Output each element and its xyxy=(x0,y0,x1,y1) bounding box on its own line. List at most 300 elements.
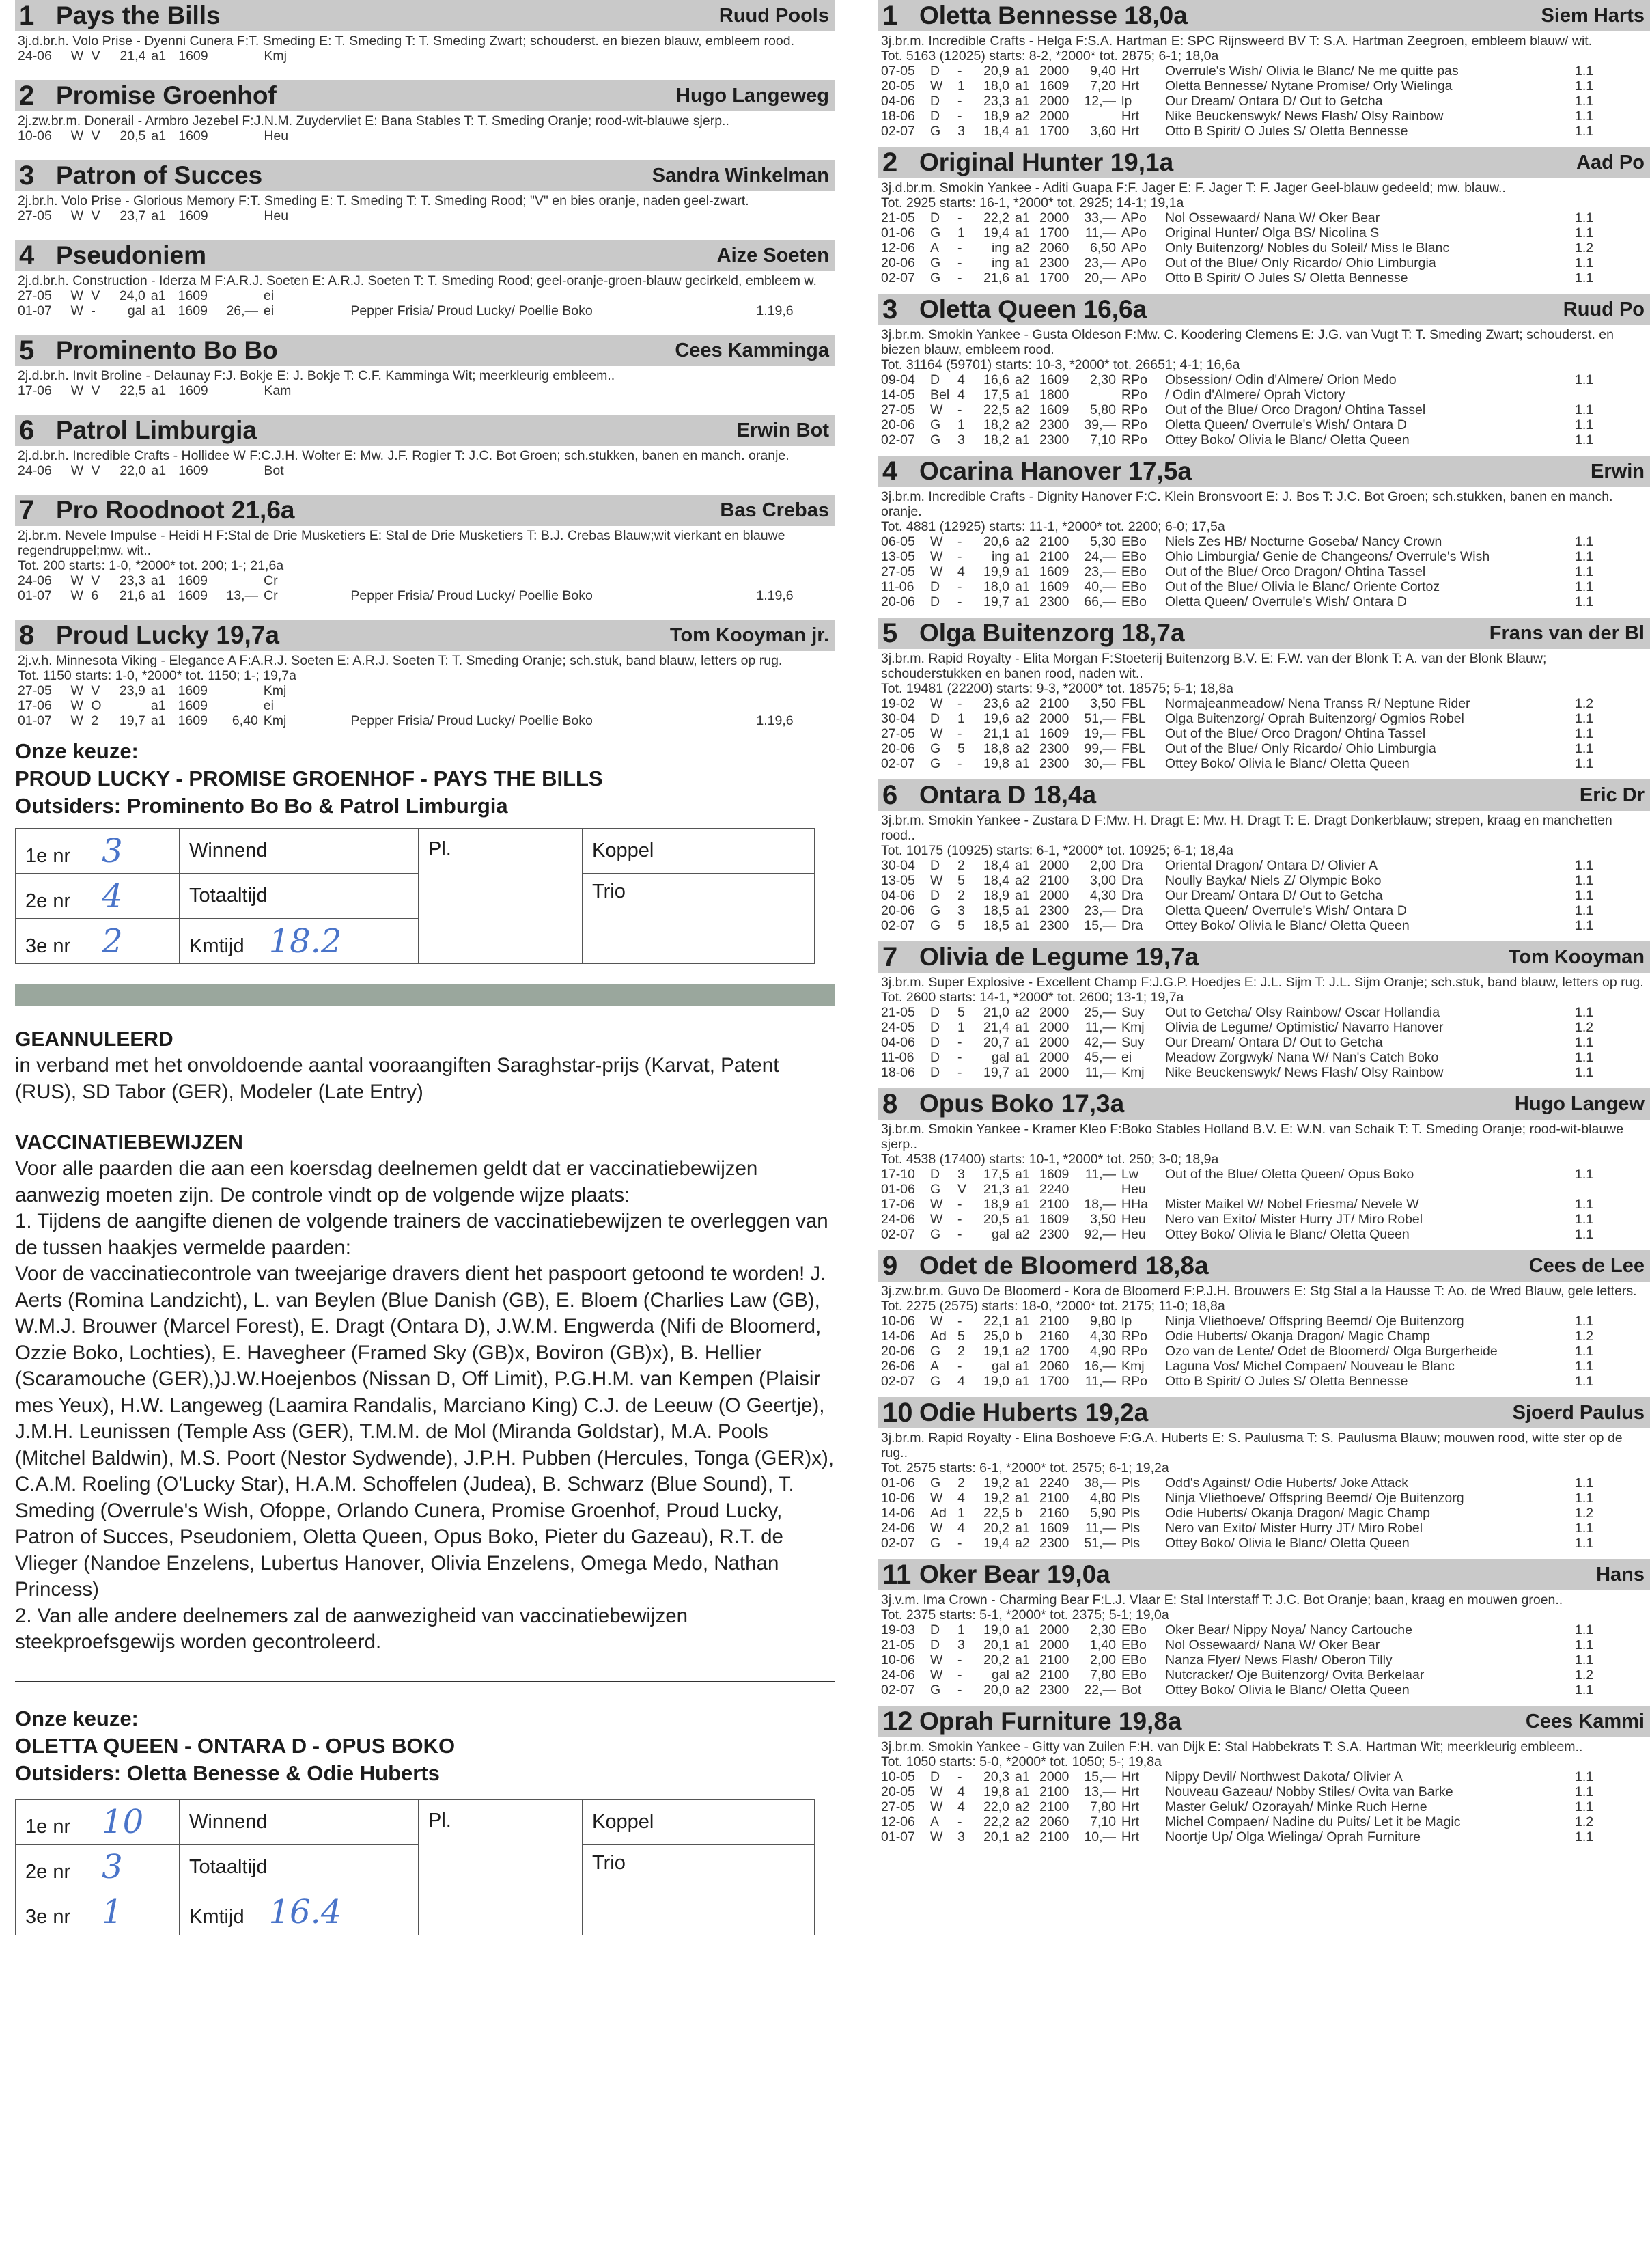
result-cell: b xyxy=(1015,1506,1022,1521)
result-row xyxy=(878,1314,1599,1329)
results-table xyxy=(15,383,835,398)
result-cell: W xyxy=(70,713,83,728)
result-cell: 2000 xyxy=(1039,1020,1069,1035)
result-cell xyxy=(714,573,754,588)
trio-cell[interactable]: Trio xyxy=(583,874,815,964)
entry-header xyxy=(878,618,1650,649)
result-cell: a1 xyxy=(1015,387,1030,402)
koppel-cell[interactable]: Koppel xyxy=(583,829,815,874)
bet-cell[interactable]: Totaaltijd xyxy=(180,1844,419,1890)
result-cell: 18,9 xyxy=(983,1197,1009,1212)
result-cell: 22,5 xyxy=(983,402,1009,417)
result-cell: a1 xyxy=(1015,1050,1030,1065)
result-cell: Our Dream/ Ontara D/ Out to Getcha xyxy=(1165,1035,1383,1050)
result-cell: W xyxy=(70,463,84,478)
result-row xyxy=(15,713,835,728)
result-cell: V xyxy=(91,288,100,303)
horse-entry xyxy=(878,618,1650,771)
result-cell: a1 xyxy=(1015,255,1030,271)
result-cell: 2000 xyxy=(1039,109,1069,124)
result-cell: ing xyxy=(991,549,1009,564)
horse-entry xyxy=(878,779,1650,933)
result-cell: 2240 xyxy=(1039,1476,1069,1491)
driver-name: Ruud Po xyxy=(1563,298,1645,320)
result-row xyxy=(878,564,1599,579)
result-row xyxy=(878,873,1599,888)
result-cell: 1609 xyxy=(178,683,208,698)
horse-totals: Tot. 5163 (12025) starts: 8-2, *2000* tot. 2875; 6-1; 18,0a xyxy=(881,49,1219,64)
result-cell: a1 xyxy=(1015,1521,1030,1536)
horse-entry xyxy=(878,1397,1650,1551)
result-cell: 19-02 xyxy=(881,696,915,711)
result-cell: 1 xyxy=(957,711,965,726)
result-cell: 1.1 xyxy=(1575,79,1594,94)
result-cell: - xyxy=(957,94,962,109)
result-cell: 11,— xyxy=(1085,1020,1116,1035)
result-cell: W xyxy=(70,128,84,143)
result-cell: 22,1 xyxy=(983,1314,1009,1329)
result-cell: W xyxy=(930,873,943,888)
result-cell: Nol Ossewaard/ Nana W/ Oker Bear xyxy=(1165,1637,1380,1652)
result-row xyxy=(878,1652,1599,1668)
driver-name: Hans xyxy=(1596,1563,1645,1586)
result-cell xyxy=(713,463,753,478)
result-cell: a1 xyxy=(150,303,166,318)
result-cell: W xyxy=(70,49,84,64)
result-cell: 1.1 xyxy=(1575,1374,1594,1389)
result-cell: EBo xyxy=(1121,549,1147,564)
result-cell: 20,— xyxy=(1084,271,1116,286)
result-row xyxy=(878,124,1599,139)
result-cell: 20,2 xyxy=(983,1652,1009,1668)
bet-cell[interactable]: Winnend xyxy=(180,829,419,874)
result-cell: 1700 xyxy=(1039,1344,1069,1359)
result-cell: APo xyxy=(1121,225,1147,240)
result-cell xyxy=(713,383,753,398)
result-cell: 24-05 xyxy=(881,1020,915,1035)
result-cell: W xyxy=(930,564,943,579)
result-cell: Olivia de Legume/ Optimistic/ Navarro Hanover xyxy=(1165,1020,1444,1035)
result-cell: EBo xyxy=(1121,579,1147,594)
result-row xyxy=(878,1814,1599,1829)
result-cell: 2300 xyxy=(1039,1536,1069,1551)
section-divider-bar xyxy=(15,984,835,1006)
results-table xyxy=(878,858,1599,933)
result-cell: 13,— xyxy=(1084,1784,1116,1799)
result-cell: Kam xyxy=(264,383,292,398)
result-cell: 4 xyxy=(957,1784,965,1799)
result-cell: Ohio Limburgia/ Genie de Changeons/ Overrule's Wish xyxy=(1165,549,1490,564)
result-cell: A xyxy=(930,1359,940,1374)
cancelled-text: in verband met het onvoldoende aantal vooraangiften Saraghstar-prijs (Karvat, Patent (RUS), SD Tabor (GER), Modeler (Late Entry) xyxy=(15,1054,779,1103)
result-cell: a1 xyxy=(1015,210,1030,225)
result-cell: 2100 xyxy=(1039,1829,1069,1844)
result-cell: 11,— xyxy=(1085,1521,1116,1536)
result-cell: 2100 xyxy=(1039,1784,1069,1799)
result-cell: 1609 xyxy=(178,588,208,603)
result-cell: D xyxy=(930,594,940,609)
result-cell: 2100 xyxy=(1039,534,1069,549)
driver-name: Cees Kamminga xyxy=(675,339,829,361)
result-cell: APo xyxy=(1121,240,1147,255)
result-cell: 2000 xyxy=(1039,210,1069,225)
result-cell: 19,1 xyxy=(983,1344,1009,1359)
result-cell: D xyxy=(930,1005,940,1020)
horse-pedigree: 3j.br.m. Incredible Crafts - Helga F:S.A. Hartman E: SPC Rijnsweerd BV T: S.A. Hartman Zeegroen, embleem blauw/ wit. xyxy=(881,33,1593,49)
result-cell: 02-07 xyxy=(881,1683,915,1698)
result-cell: - xyxy=(957,1212,962,1227)
result-cell: Pepper Frisia/ Proud Lucky/ Poellie Boko xyxy=(350,713,593,728)
result-row xyxy=(878,1506,1599,1521)
result-row xyxy=(878,903,1599,918)
result-cell xyxy=(753,698,835,713)
result-cell: 13-05 xyxy=(881,549,915,564)
result-cell: 2100 xyxy=(1039,1799,1069,1814)
result-cell: Our Dream/ Ontara D/ Out to Getcha xyxy=(1165,888,1383,903)
horse-entry xyxy=(878,1706,1650,1844)
result-cell xyxy=(348,288,713,303)
result-cell: 1 xyxy=(957,1020,965,1035)
entry-header xyxy=(878,1706,1650,1737)
result-cell: a2 xyxy=(1015,873,1030,888)
driver-name: Aize Soeten xyxy=(716,244,829,266)
result-cell: 2060 xyxy=(1039,240,1069,255)
result-cell: D xyxy=(930,1020,940,1035)
result-cell: a2 xyxy=(1015,109,1030,124)
result-cell: 24-06 xyxy=(881,1521,915,1536)
result-cell: W xyxy=(930,1212,943,1227)
result-cell: 3,00 xyxy=(1090,873,1116,888)
result-row xyxy=(878,741,1599,756)
result-cell: 18,4 xyxy=(983,873,1009,888)
horse-name: Odet de Bloomerd 18,8a xyxy=(919,1251,1209,1280)
result-cell xyxy=(714,288,754,303)
result-cell: 4,30 xyxy=(1090,1329,1116,1344)
result-cell: G xyxy=(930,756,941,771)
result-cell: D xyxy=(930,1050,940,1065)
bet-cell[interactable]: Totaaltijd xyxy=(180,874,419,919)
result-cell: Nutcracker/ Oje Buitenzorg/ Ovita Berkelaar xyxy=(1165,1668,1425,1683)
entry-number: 8 xyxy=(19,620,35,650)
horse-totals: Tot. 2925 starts: 16-1, *2000* tot. 2925; 14-1; 19,1a xyxy=(881,195,1184,210)
result-cell: 02-07 xyxy=(881,124,915,139)
handwritten-number: 1 xyxy=(102,1893,123,1931)
result-row xyxy=(878,417,1599,432)
results-table xyxy=(15,49,835,64)
result-cell: 2000 xyxy=(1039,1065,1069,1080)
result-cell: 19,9 xyxy=(983,564,1009,579)
bet-cell[interactable]: Kmtijd 16.4 xyxy=(180,1890,419,1935)
result-cell: 1.1 xyxy=(1575,255,1594,271)
result-cell: 1 xyxy=(957,79,965,94)
result-cell: 39,— xyxy=(1084,417,1116,432)
result-cell: a1 xyxy=(1015,594,1030,609)
horse-pedigree: 2j.d.br.h. Construction - Iderza M F:A.R.J. Soeten E: A.R.J. Soeten T: T. Smeding Rood; geel-oranje-groen-blauw gecirkeld, embleem w. xyxy=(18,273,817,288)
result-cell: 24-06 xyxy=(18,49,52,64)
result-row xyxy=(878,1683,1599,1698)
koppel-cell[interactable]: Koppel xyxy=(583,1799,815,1844)
result-cell: - xyxy=(957,579,962,594)
result-cell: 19,— xyxy=(1084,726,1116,741)
horse-name: Original Hunter 19,1a xyxy=(919,148,1174,176)
result-cell: 38,— xyxy=(1084,1476,1116,1491)
result-cell: - xyxy=(957,1683,962,1698)
result-cell: 2000 xyxy=(1039,888,1069,903)
result-cell: 20,2 xyxy=(983,1521,1009,1536)
result-cell: Olga Buitenzorg/ Oprah Buitenzorg/ Ogmios Robel xyxy=(1165,711,1464,726)
result-cell: lp xyxy=(1121,94,1132,109)
result-cell: 1.1 xyxy=(1575,1476,1594,1491)
result-cell: Meadow Zorgwyk/ Nana W/ Nan's Catch Boko xyxy=(1165,1050,1439,1065)
result-cell: 18,4 xyxy=(983,858,1009,873)
entry-header xyxy=(15,620,835,651)
horse-name: Pays the Bills xyxy=(56,1,221,29)
result-cell: 7,20 xyxy=(1090,79,1116,94)
result-cell: b xyxy=(1015,1329,1022,1344)
result-cell: Kmj xyxy=(263,713,287,728)
result-cell: G xyxy=(930,918,941,933)
result-cell: 30,— xyxy=(1084,756,1116,771)
result-cell: D xyxy=(930,1065,940,1080)
result-cell xyxy=(218,208,261,223)
result-cell: Ottey Boko/ Olivia le Blanc/ Oletta Queen xyxy=(1165,918,1410,933)
result-cell: Ad xyxy=(930,1329,947,1344)
result-row xyxy=(878,64,1599,79)
entry-number: 4 xyxy=(19,240,35,271)
result-cell: 20-06 xyxy=(881,255,915,271)
entry-number: 1 xyxy=(882,0,898,31)
result-row xyxy=(878,1799,1599,1814)
result-row xyxy=(878,594,1599,609)
horse-pedigree: 2j.zw.br.m. Donerail - Armbro Jezebel F:J.N.M. Zuydervliet E: Bana Stables T: T. Smeding Oranje; rood-wit-blauwe sjerp.. xyxy=(18,113,729,128)
result-cell: 18,9 xyxy=(983,888,1009,903)
result-cell: Ottey Boko/ Olivia le Blanc/ Oletta Queen xyxy=(1165,756,1410,771)
result-cell: 2100 xyxy=(1039,1652,1069,1668)
result-cell: 1.1 xyxy=(1575,1065,1594,1080)
result-cell: D xyxy=(930,1637,940,1652)
result-cell: 19,4 xyxy=(983,225,1009,240)
result-cell: ei xyxy=(264,303,275,318)
entry-header xyxy=(15,495,835,526)
result-cell: 20-06 xyxy=(881,1344,915,1359)
driver-name: Erwin xyxy=(1591,460,1645,482)
result-cell: G xyxy=(930,1227,941,1242)
entry-number: 10 xyxy=(882,1397,913,1428)
result-cell: D xyxy=(930,210,940,225)
result-cell: Master Geluk/ Ozorayah/ Minke Ruch Herne xyxy=(1165,1799,1427,1814)
result-cell xyxy=(753,573,835,588)
result-cell: a2 xyxy=(1015,417,1030,432)
handwritten-number: 10 xyxy=(102,1803,144,1841)
result-cell: 1.1 xyxy=(1575,564,1594,579)
result-cell: 3 xyxy=(957,1829,965,1844)
result-cell: 1 xyxy=(957,225,965,240)
results-table xyxy=(15,573,835,603)
result-cell: 1.1 xyxy=(1575,94,1594,109)
result-cell: 21,4 xyxy=(983,1020,1009,1035)
place-cell[interactable]: Pl. xyxy=(419,829,583,964)
result-cell: 1.1 xyxy=(1575,711,1594,726)
result-cell: 21,1 xyxy=(983,726,1009,741)
horse-pedigree: 3j.br.m. Rapid Royalty - Elina Boshoeve F:G.A. Huberts E: S. Paulusma T: S. Paulusma Blauw; mouwen rood, witte ster op de rug.. xyxy=(881,1430,1623,1461)
result-cell: a2 xyxy=(1015,1799,1030,1814)
result-cell xyxy=(713,208,753,223)
result-cell: Pls xyxy=(1121,1491,1141,1506)
result-cell: 09-04 xyxy=(881,372,915,387)
result-cell: 2000 xyxy=(1039,1769,1069,1784)
result-cell: D xyxy=(930,1167,940,1182)
result-row xyxy=(878,79,1599,94)
result-cell: 15,— xyxy=(1084,918,1116,933)
entry-header xyxy=(15,240,835,271)
result-cell xyxy=(753,49,835,64)
horse-totals: Tot. 1050 starts: 5-0, *2000* tot. 1050; 5-; 19,8a xyxy=(881,1754,1162,1769)
result-cell: 1.1 xyxy=(1575,1035,1594,1050)
result-cell: W xyxy=(930,1314,943,1329)
result-cell: D xyxy=(930,1622,940,1637)
result-cell: - xyxy=(957,271,962,286)
result-cell xyxy=(348,573,713,588)
result-cell: 51,— xyxy=(1084,711,1116,726)
result-cell: 21-05 xyxy=(881,1005,915,1020)
result-cell: 18,2 xyxy=(983,417,1009,432)
result-cell: 01-06 xyxy=(881,1182,915,1197)
bet-cell[interactable]: Winnend xyxy=(180,1799,419,1844)
result-cell: 12-06 xyxy=(881,240,915,255)
result-cell: a1 xyxy=(1015,1622,1030,1637)
result-cell: 24-06 xyxy=(18,573,52,588)
entry-number: 3 xyxy=(882,294,898,324)
result-cell: Original Hunter/ Olga BS/ Nicolina S xyxy=(1165,225,1380,240)
result-row xyxy=(878,1167,1599,1182)
result-cell: 18-06 xyxy=(881,109,915,124)
result-cell: 20,0 xyxy=(983,1683,1009,1698)
result-cell: 18,0 xyxy=(983,579,1009,594)
result-row xyxy=(878,1637,1599,1652)
result-cell xyxy=(348,683,713,698)
result-cell: 20,5 xyxy=(983,1212,1009,1227)
result-cell: RPo xyxy=(1121,432,1147,447)
horse-totals: Tot. 2375 starts: 5-1, *2000* tot. 2375; 5-1; 19,0a xyxy=(881,1607,1169,1622)
result-cell: 1.2 xyxy=(1575,1814,1594,1829)
result-cell: 2100 xyxy=(1039,549,1069,564)
result-cell: a1 xyxy=(1015,726,1030,741)
result-cell: a1 xyxy=(1015,1020,1030,1035)
place-cell[interactable]: Pl. xyxy=(419,1799,583,1935)
result-cell: 04-06 xyxy=(881,888,915,903)
result-cell: 11-06 xyxy=(881,1050,914,1065)
driver-name: Sandra Winkelman xyxy=(652,164,829,186)
result-cell: 6,50 xyxy=(1090,240,1116,255)
result-cell: 1.1 xyxy=(1575,1536,1594,1551)
result-cell: 11-06 xyxy=(881,579,914,594)
result-cell: 5,80 xyxy=(1090,402,1116,417)
result-cell: 1.1 xyxy=(1575,1521,1594,1536)
result-cell: 1.1 xyxy=(1575,534,1594,549)
result-row xyxy=(15,683,835,698)
result-cell: 02-07 xyxy=(881,432,915,447)
result-cell: Nouveau Gazeau/ Nobby Stiles/ Ovita van Barke xyxy=(1165,1784,1453,1799)
result-cell: Laguna Vos/ Michel Compaen/ Nouveau le Blanc xyxy=(1165,1359,1455,1374)
result-cell: 1.19,6 xyxy=(756,303,794,318)
result-cell: a1 xyxy=(151,463,167,478)
result-cell: W xyxy=(70,683,83,698)
result-cell: 02-07 xyxy=(881,1536,915,1551)
result-cell xyxy=(1572,387,1599,402)
horse-entry xyxy=(15,495,835,603)
result-row xyxy=(878,711,1599,726)
result-cell: 17,5 xyxy=(983,1167,1009,1182)
result-cell: RPo xyxy=(1121,1374,1147,1389)
result-cell: 16,— xyxy=(1084,1359,1116,1374)
result-cell: - xyxy=(957,534,962,549)
result-cell: 1.1 xyxy=(1575,726,1594,741)
entry-number: 7 xyxy=(882,941,898,972)
result-cell: Niels Zes HB/ Nocturne Goseba/ Nancy Crown xyxy=(1165,534,1442,549)
result-cell: Only Buitenzorg/ Nobles du Soleil/ Miss le Blanc xyxy=(1165,240,1450,255)
result-cell: 1609 xyxy=(1039,372,1069,387)
horse-pedigree: 3j.zw.br.m. Guvo De Bloomerd - Kora de Bloomerd F:P.J.H. Brouwers E: Stg Stal a la Hausse T: Ao. de Wred Blauw, gele letters. xyxy=(881,1284,1637,1299)
result-cell: W xyxy=(930,696,943,711)
entry-number: 2 xyxy=(882,147,898,178)
result-cell: a2 xyxy=(1015,1536,1030,1551)
result-row xyxy=(15,303,835,318)
result-cell: 16,6 xyxy=(983,372,1009,387)
result-cell: 19-03 xyxy=(881,1622,915,1637)
result-cell: a1 xyxy=(150,713,166,728)
horse-name: Odie Huberts 19,2a xyxy=(919,1398,1149,1426)
results-table xyxy=(878,1167,1599,1242)
result-cell xyxy=(753,383,835,398)
result-cell: 25,— xyxy=(1084,1005,1116,1020)
result-cell: 19,7 xyxy=(983,1065,1009,1080)
vaccination-section xyxy=(15,1130,835,1656)
our-choice-picks: OLETTA QUEEN - ONTARA D - OPUS BOKO xyxy=(15,1733,456,1758)
result-cell: 01-07 xyxy=(18,303,52,318)
trio-cell[interactable]: Trio xyxy=(583,1844,815,1935)
result-cell: - xyxy=(957,210,962,225)
result-row xyxy=(878,579,1599,594)
results-table xyxy=(15,683,835,728)
entry-number: 5 xyxy=(19,335,35,365)
result-cell: V xyxy=(957,1182,967,1197)
result-cell: Pls xyxy=(1121,1536,1141,1551)
result-cell: a1 xyxy=(1015,225,1030,240)
result-cell: 1.1 xyxy=(1575,1005,1594,1020)
result-row xyxy=(878,1005,1599,1020)
result-cell: 15,— xyxy=(1084,1769,1116,1784)
result-cell: a1 xyxy=(1015,1652,1030,1668)
result-row xyxy=(878,225,1599,240)
result-cell: 04-06 xyxy=(881,94,915,109)
result-cell: a1 xyxy=(1015,1637,1030,1652)
result-cell: W xyxy=(70,573,83,588)
result-cell: 2 xyxy=(91,713,99,728)
result-cell: gal xyxy=(991,1668,1009,1683)
result-cell: 21,3 xyxy=(983,1182,1009,1197)
result-cell: a1 xyxy=(1015,918,1030,933)
result-cell: 1 xyxy=(957,1506,965,1521)
result-cell: Nol Ossewaard/ Nana W/ Oker Bear xyxy=(1165,210,1380,225)
horse-entry xyxy=(15,620,835,728)
result-cell: 40,— xyxy=(1084,579,1116,594)
bet-cell[interactable]: Kmtijd 18.2 xyxy=(180,919,419,964)
result-cell: Out of the Blue/ Orco Dragon/ Ohtina Tassel xyxy=(1165,564,1426,579)
result-cell: 17-06 xyxy=(18,383,52,398)
result-cell: 26-06 xyxy=(881,1359,915,1374)
horse-name: Oprah Furniture 19,8a xyxy=(919,1707,1182,1735)
result-cell: - xyxy=(957,1359,962,1374)
